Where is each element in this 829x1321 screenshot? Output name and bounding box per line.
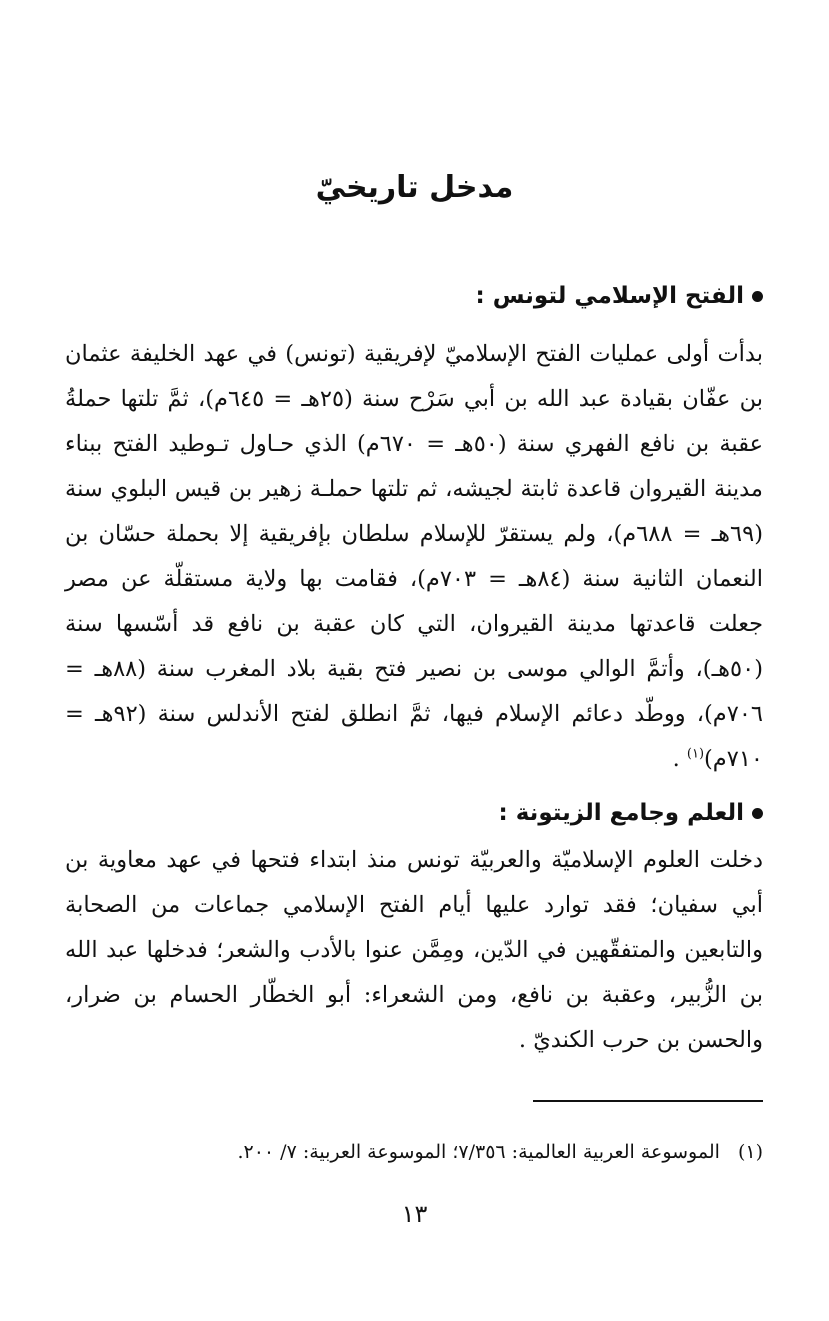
paragraph-conquest [65, 332, 763, 782]
paragraph-conquest-text: بدأت أولى عمليات الفتح الإسلاميّ لإفريقية (تونس) في عهد الخليفة عثمان بن عفّان بقيادة عبد الله بن أبي سَرْح سنة (٢٥هـ = ٦٤٥م)، ثمَّ تلتها حملةُ عقبة بن نافع الفهري سنة (٥٠هـ = ٦٧٠م) الذي حـاول تـوطيد الفتح ببناء مدينة القيروان قاعدة ثابتة لجيشه، ثم تلتها حملـة زهير بن قيس البلوي سنة (٦٩هـ = ٦٨٨م)، ولم يستقرّ للإسلام سلطان بإفريقية إلا بحملة حسّان بن النعمان الثانية سنة (٨٤هـ = ٧٠٣م)، فقامت بها ولاية مستقلّة عن مصر جعلت قاعدتها مدينة القيروان، التي كان عقبة بن نافع قد أسّسها سنة (٥٠هـ)، وأتمَّ الوالي موسى بن نصير فتح بقية بلاد المغرب سنة (٨٨هـ = ٧٠٦م)، ووطّد دعائم الإسلام فيها، ثمَّ انطلق لفتح الأندلس سنة (٩٢هـ = ٧١٠م) [65, 341, 763, 772]
chapter-title: مدخل تاريخيّ [315, 170, 514, 205]
paragraph-zaytuna-text: دخلت العلوم الإسلاميّة والعربيّة تونس منذ ابتداء فتحها في عهد معاوية بن أبي سفيان؛ فقد توارد عليها أيام الفتح الإسلامي جماعات من الصحابة والتابعين والمتفقّهين في الدّين، ومِمَّن عنوا بالأدب والشعر؛ فدخلها عبد الله بن الزُّبير، وعقبة بن نافع، ومن الشعراء: أبو الخطّار الحسام بن ضرار، والحسن بن حرب الكنديّ . [65, 847, 763, 1053]
footnote [65, 1136, 763, 1168]
page-number: ١٣ [401, 1200, 428, 1228]
footnote-reference[interactable]: (١) [686, 746, 705, 762]
bullet-icon [752, 291, 763, 302]
section-heading-conquest-text: الفتح الإسلامي لتونس : [475, 283, 744, 309]
paragraph-zaytuna [65, 838, 763, 1063]
section-heading-zaytuna-text: العلم وجامع الزيتونة : [498, 800, 744, 826]
bullet-icon [752, 808, 763, 819]
footnote-number: (١) [737, 1141, 763, 1163]
footnote-text: الموسوعة العربية العالمية: ٧/٣٥٦؛ الموسوعة العربية: ٧/ ٢٠٠. [237, 1141, 720, 1163]
paragraph-conquest-end: . [672, 746, 687, 772]
section-heading-conquest [65, 276, 763, 316]
section-heading-zaytuna [65, 793, 763, 833]
footnote-divider [533, 1100, 763, 1102]
